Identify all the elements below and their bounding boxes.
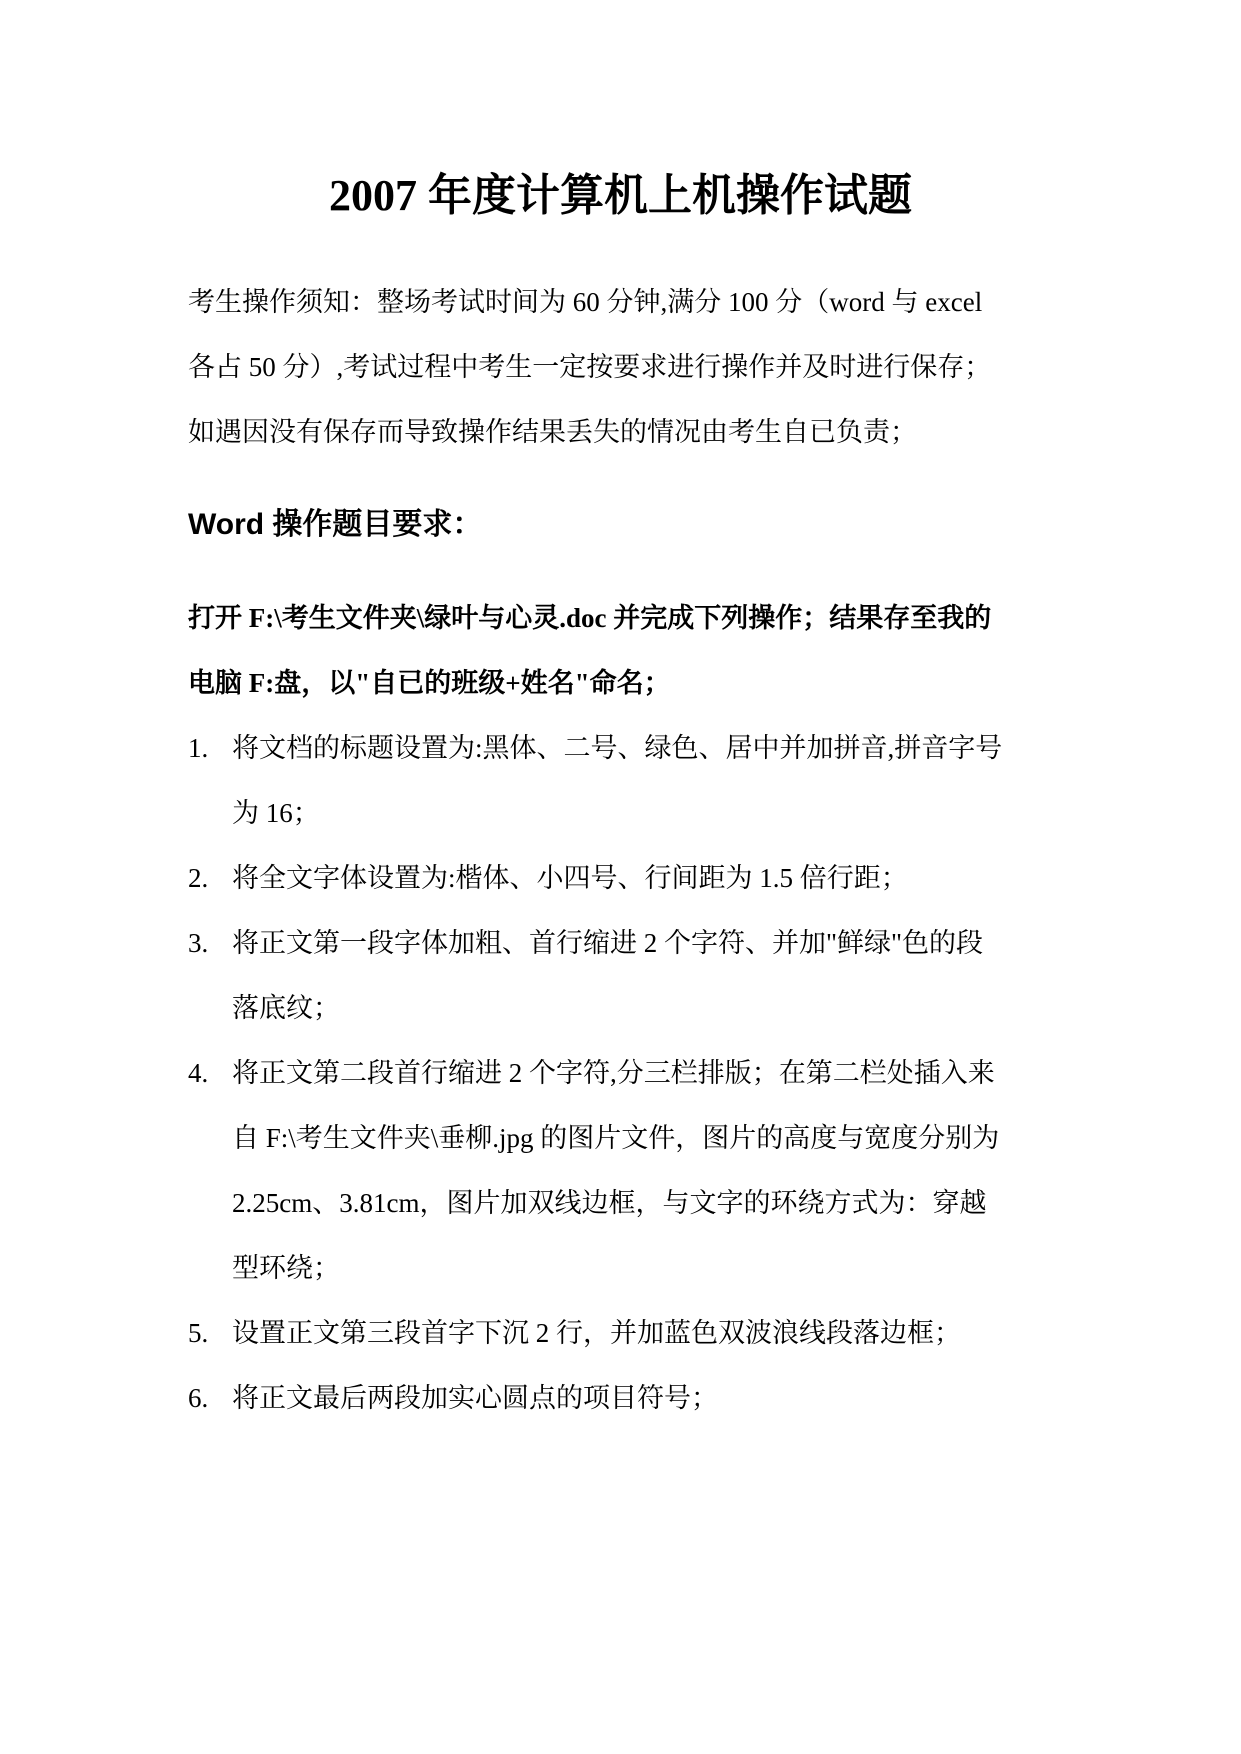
task-item (188, 911, 1068, 1041)
instruction-line: 电脑 F:盘，以"自已的班级+姓名"命名； (188, 668, 671, 698)
task-list (188, 716, 1068, 1431)
task-number: 6. (188, 1383, 209, 1413)
task-number: 3. (188, 928, 209, 958)
task-item (188, 1041, 1068, 1301)
task-line: 型环绕； (232, 1253, 340, 1283)
task-line: 将正文第一段字体加粗、首行缩进 2 个字符、并加"鲜绿"色的段 (232, 928, 984, 958)
task-line: 为 16； (232, 798, 320, 828)
task-line: 将正文第二段首行缩进 2 个字符,分三栏排版；在第二栏处插入来 (232, 1058, 995, 1088)
task-number: 1. (188, 733, 209, 763)
task-item (188, 846, 1068, 911)
instruction-line: 打开 F:\考生文件夹\绿叶与心灵.doc 并完成下列操作；结果存至我的 (188, 603, 992, 633)
task-line: 设置正文第三段首字下沉 2 行，并加蓝色双波浪线段落边框； (232, 1318, 961, 1348)
notice-line: 考生操作须知：整场考试时间为 60 分钟,满分 100 分（word 与 excel (188, 287, 983, 317)
task-number: 5. (188, 1318, 209, 1348)
document-title: 2007 年度计算机上机操作试题 (329, 171, 912, 220)
task-number: 4. (188, 1058, 209, 1088)
task-line: 自 F:\考生文件夹\垂柳.jpg 的图片文件，图片的高度与宽度分别为 (232, 1123, 1000, 1153)
task-line: 2.25cm、3.81cm，图片加双线边框，与文字的环绕方式为：穿越 (232, 1188, 987, 1218)
exam-notice (188, 270, 1068, 465)
task-number: 2. (188, 863, 209, 893)
instruction-paragraph (188, 586, 1068, 716)
task-item (188, 1366, 1068, 1431)
task-item (188, 1301, 1068, 1366)
task-line: 落底纹； (232, 993, 340, 1023)
section-heading: Word 操作题目要求： (188, 508, 483, 541)
task-line: 将正文最后两段加实心圆点的项目符号； (232, 1383, 718, 1413)
task-line: 将全文字体设置为:楷体、小四号、行间距为 1.5 倍行距； (232, 863, 908, 893)
task-item (188, 716, 1068, 846)
notice-line: 如遇因没有保存而导致操作结果丢失的情况由考生自已负责； (188, 417, 917, 447)
notice-line: 各占 50 分）,考试过程中考生一定按要求进行操作并及时进行保存； (188, 352, 992, 382)
task-line: 将文档的标题设置为:黑体、二号、绿色、居中并加拼音,拼音字号 (232, 733, 1003, 763)
